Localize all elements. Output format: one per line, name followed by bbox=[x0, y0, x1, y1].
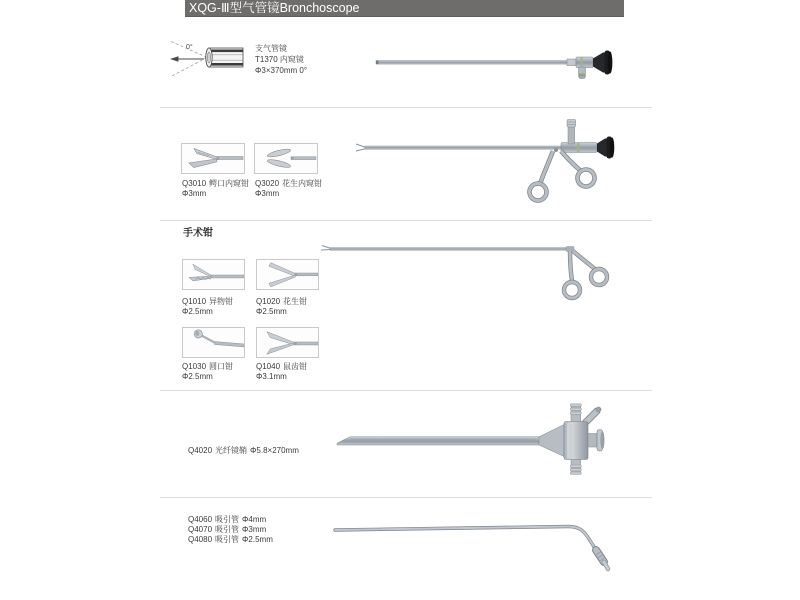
product-spec: Φ2.5mm bbox=[182, 371, 213, 381]
product-name: 鳄口内窥钳 bbox=[209, 179, 250, 188]
product-label-suction bbox=[188, 515, 273, 544]
page-header bbox=[185, 0, 624, 17]
thumbnail-q1010 bbox=[182, 259, 245, 290]
product-code: Q3020 bbox=[255, 179, 280, 188]
round-cup-jaw-icon bbox=[183, 328, 244, 357]
thumbnail-q3020 bbox=[254, 143, 318, 174]
product-label-q3010 bbox=[182, 179, 249, 198]
section-divider bbox=[160, 220, 652, 221]
page-title: XQG-Ⅲ型气管镜Bronchoscope bbox=[189, 1, 360, 15]
scope-spec: Φ3×370mm 0° bbox=[255, 66, 308, 75]
product-name: 吸引管 bbox=[215, 524, 240, 534]
product-code: Q4080 bbox=[188, 534, 213, 544]
product-code: Q1030 bbox=[182, 362, 207, 371]
product-spec: Φ2.5mm bbox=[256, 306, 287, 316]
endoscope-illustration bbox=[375, 46, 625, 86]
scope-model: T1370 内窥镜 bbox=[255, 55, 304, 64]
scope-spec-block bbox=[255, 43, 307, 76]
view-angle-diagram bbox=[162, 39, 262, 91]
product-name: 光纤镜鞘 bbox=[215, 446, 248, 455]
section-divider bbox=[160, 390, 652, 391]
product-spec: Φ3mm bbox=[182, 188, 207, 198]
product-spec: Φ3mm bbox=[242, 524, 267, 534]
product-name: 花生内窥钳 bbox=[282, 179, 323, 188]
alligator-jaw-icon bbox=[182, 144, 244, 173]
grasping-forceps-illustration bbox=[318, 240, 618, 308]
product-label-q1030 bbox=[182, 362, 233, 381]
scope-product-name: 支气管镜 bbox=[255, 44, 287, 53]
product-code: Q1040 bbox=[256, 362, 281, 371]
product-name: 鼠齿钳 bbox=[283, 362, 308, 371]
product-spec: Φ3mm bbox=[255, 188, 280, 198]
product-name: 异物钳 bbox=[209, 297, 234, 306]
peanut-open-jaw-icon bbox=[257, 260, 318, 289]
product-label-q1020 bbox=[256, 297, 307, 316]
product-label-q4020 bbox=[188, 446, 299, 456]
peanut-jaw-icon bbox=[255, 144, 317, 173]
product-label-q1040 bbox=[256, 362, 307, 381]
product-name: 花生钳 bbox=[283, 297, 308, 306]
sheath-illustration bbox=[333, 395, 625, 480]
rat-tooth-jaw-icon bbox=[257, 328, 318, 357]
thumbnail-q3010 bbox=[181, 143, 245, 174]
product-name: 吸引管 bbox=[215, 534, 240, 544]
product-spec: Φ3.1mm bbox=[256, 371, 287, 381]
optical-forceps-illustration bbox=[353, 92, 625, 210]
thumbnail-q1040 bbox=[256, 327, 319, 358]
product-code: Q3010 bbox=[182, 179, 207, 188]
product-spec: Φ2.5mm bbox=[242, 534, 273, 544]
product-code: Q1010 bbox=[182, 297, 207, 306]
thumbnail-q1030 bbox=[182, 327, 245, 358]
product-code: Q4070 bbox=[188, 524, 213, 534]
product-name: 圆口钳 bbox=[209, 362, 234, 371]
product-label-q1010 bbox=[182, 297, 233, 316]
product-spec: Φ2.5mm bbox=[182, 306, 213, 316]
suction-tube-illustration bbox=[328, 513, 620, 580]
product-label-q3020 bbox=[255, 179, 322, 198]
product-spec: Φ5.8×270mm bbox=[250, 446, 299, 455]
section-divider bbox=[160, 497, 652, 498]
product-code: Q1020 bbox=[256, 297, 281, 306]
section-heading-surgical: 手术钳 bbox=[183, 228, 213, 239]
product-code: Q4020 bbox=[188, 446, 213, 455]
thumbnail-q1020 bbox=[256, 259, 319, 290]
angle-label: 0° bbox=[186, 44, 193, 51]
product-spec: Φ4mm bbox=[242, 515, 267, 524]
product-code: Q4060 bbox=[188, 515, 213, 524]
product-name: 吸引管 bbox=[215, 515, 240, 524]
foreign-body-jaw-icon bbox=[183, 260, 244, 289]
